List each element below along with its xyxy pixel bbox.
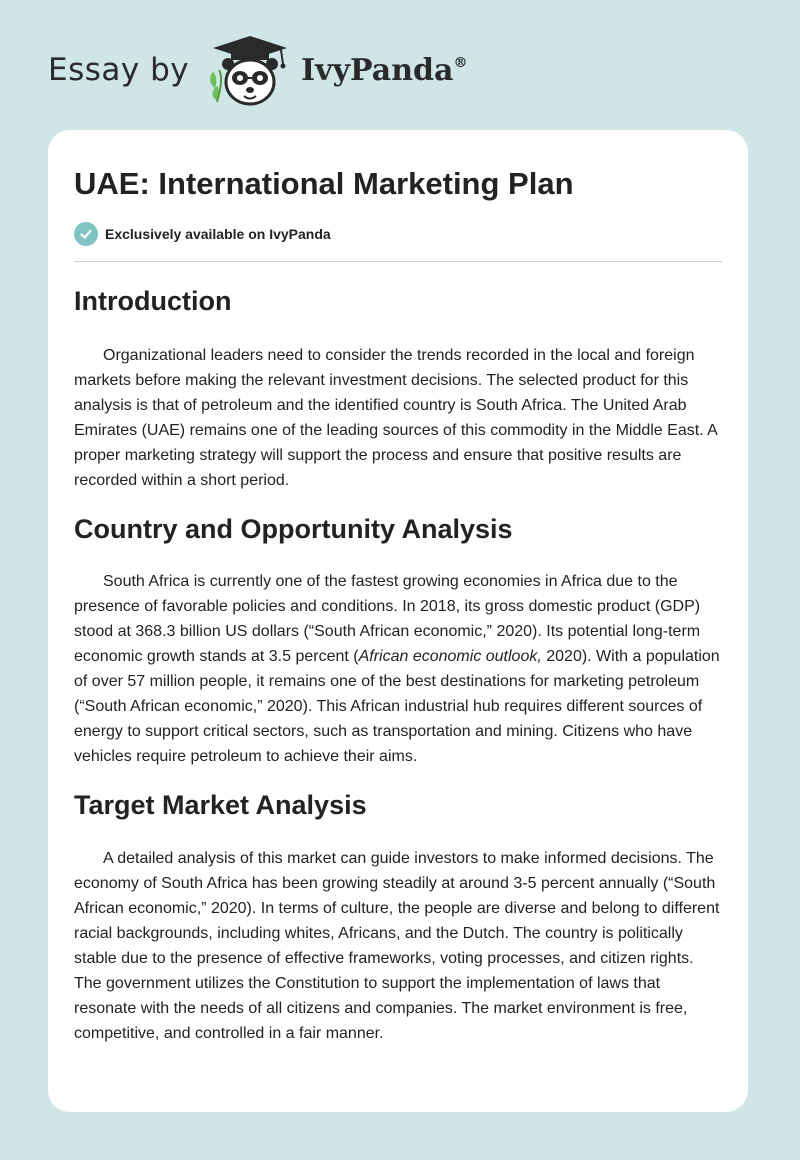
section-heading-introduction: Introduction xyxy=(74,286,232,316)
check-circle-icon xyxy=(74,222,98,246)
section-paragraph-introduction: Organizational leaders need to consider the trends recorded in the local and foreign markets before making the relevant investment decisions. The selected product for this analysis is that of petroleum and the identified country is South Africa. The United Arab Emirates (UAE) remains one of the leading sources of this commodity in the Middle East. A proper marketing strategy will support the process and ensure that positive results are recorded within a short period. xyxy=(74,347,717,489)
section-heading-target-market: Target Market Analysis xyxy=(74,790,367,820)
title-divider xyxy=(74,261,722,262)
section-paragraph-target-market: A detailed analysis of this market can guide investors to make informed decisions. The economy of South Africa has been growing steadily at around 3-5 percent annually (“South African economic,” 2020). In terms of culture, the people are diverse and belong to different racial backgrounds, including whites, Africans, and the Dutch. The country is politically stable due to the presence of effective frameworks, voting processes, and citizen rights. The government utilizes the Constitution to support the implementation of laws that resonate with the needs of all citizens and companies. The market environment is free, competitive, and controlled in a fair manner. xyxy=(74,850,720,1042)
registered-mark: ® xyxy=(453,54,468,71)
exclusive-label: Exclusively available on IvyPanda xyxy=(105,226,331,242)
brand-name[interactable]: IvyPanda® xyxy=(301,52,468,88)
document-card xyxy=(48,130,748,1112)
section-heading-country-analysis: Country and Opportunity Analysis xyxy=(74,514,513,544)
panda-graduate-icon xyxy=(205,30,295,110)
citation-italic: African economic outlook, xyxy=(358,648,542,665)
site-header xyxy=(48,30,548,110)
section-paragraph-country-analysis: South Africa is currently one of the fastest growing economies in Africa due to the presence of favorable policies and conditions. In 2018, its gross domestic product (GDP) stood at 368.3 billion US dollars (“South African economic,” 2020). Its potential long-term economic growth stands at 3.5 percent (African economic outlook, 2020). With a population of over 57 million people, it remains one of the best destinations for marketing petroleum (“South African economic,” 2020). This African industrial hub requires different sources of energy to support critical sectors, such as transportation and mining. Citizens who have vehicles require petroleum to achieve their aims. xyxy=(74,573,720,765)
exclusive-badge xyxy=(74,222,331,246)
page-title: UAE: International Marketing Plan xyxy=(74,166,574,201)
essay-by-label: Essay by xyxy=(48,52,190,88)
